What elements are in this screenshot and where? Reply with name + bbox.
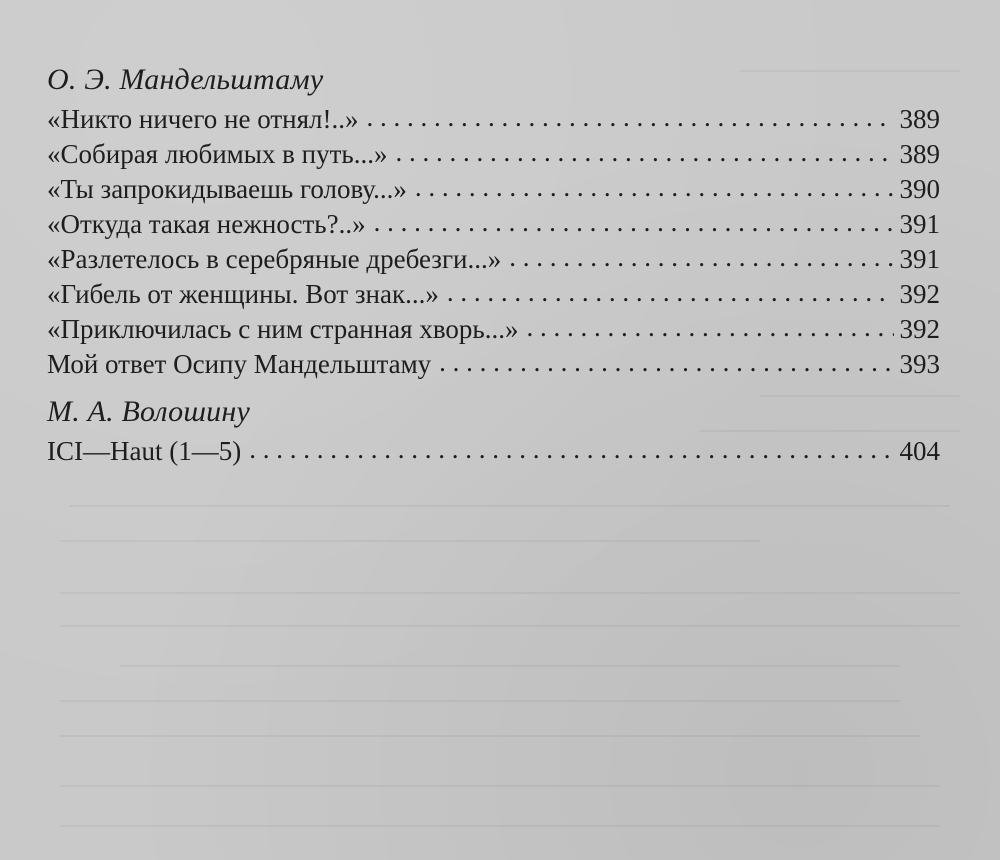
toc-entry xyxy=(47,242,940,277)
toc-entry xyxy=(47,347,940,382)
toc-entry xyxy=(47,434,940,469)
dot-leader xyxy=(395,135,893,170)
bleed-line xyxy=(120,665,900,667)
bleed-line xyxy=(60,700,900,702)
bleed-line xyxy=(60,785,940,787)
entry-page-number: 391 xyxy=(899,244,940,274)
bleed-line xyxy=(60,540,760,542)
entry-page-number: 393 xyxy=(899,349,940,379)
entry-title: ICI—Haut (1—5) xyxy=(47,436,242,466)
toc-entry xyxy=(47,277,940,312)
bleed-line xyxy=(60,735,920,737)
dot-leader xyxy=(374,205,894,240)
entry-page-number: 389 xyxy=(899,139,940,169)
entry-title: «Приключилась с ним странная хворь...» xyxy=(47,314,519,344)
toc-entry xyxy=(47,207,940,242)
entry-title: «Ты запрокидываешь голову...» xyxy=(47,174,407,204)
entry-page-number: 392 xyxy=(899,279,940,309)
entry-title: «Разлетелось в серебряные дребезги...» xyxy=(47,244,502,274)
table-of-contents xyxy=(47,62,940,469)
toc-entry xyxy=(47,102,940,137)
entry-page-number: 392 xyxy=(899,314,940,344)
toc-entry xyxy=(47,137,940,172)
dot-leader xyxy=(366,100,893,135)
section-heading: М. А. Волошину xyxy=(47,395,250,428)
entry-page-number: 389 xyxy=(899,104,940,134)
toc-entry xyxy=(47,172,940,207)
dot-leader xyxy=(439,345,893,380)
section-heading: О. Э. Мандельштаму xyxy=(47,63,324,96)
entry-title: «Никто ничего не отнял!..» xyxy=(47,104,359,134)
bleed-line xyxy=(60,592,960,594)
dot-leader xyxy=(249,432,893,467)
dot-leader xyxy=(447,275,894,310)
bleed-line xyxy=(70,505,950,507)
entry-page-number: 390 xyxy=(899,174,940,204)
entry-page-number: 404 xyxy=(899,436,940,466)
dot-leader xyxy=(526,310,893,345)
bleed-line xyxy=(60,625,960,627)
entry-page-number: 391 xyxy=(899,209,940,239)
entry-title: «Откуда такая нежность?..» xyxy=(47,209,366,239)
bleed-line xyxy=(60,825,940,827)
toc-section-voloshin xyxy=(47,394,940,469)
toc-section-mandelstam xyxy=(47,62,940,382)
entry-title: «Гибель от женщины. Вот знак...» xyxy=(47,279,439,309)
dot-leader xyxy=(509,240,893,275)
toc-entry xyxy=(47,312,940,347)
dot-leader xyxy=(415,170,894,205)
entry-title: Мой ответ Осипу Мандельштаму xyxy=(47,349,432,379)
entry-title: «Собирая любимых в путь...» xyxy=(47,139,388,169)
